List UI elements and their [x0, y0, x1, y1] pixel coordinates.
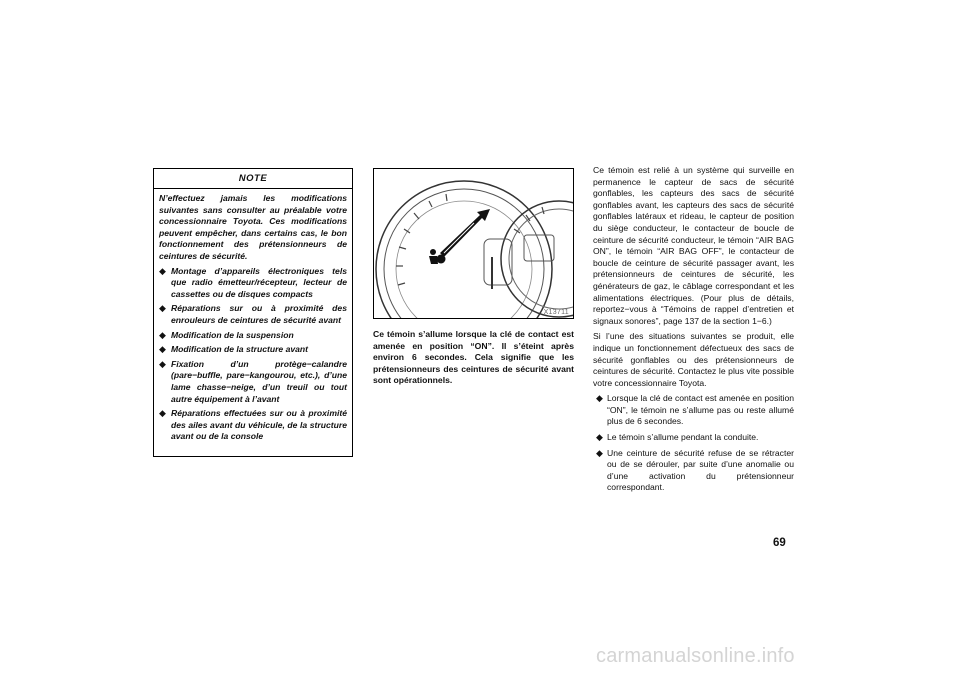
- diamond-bullet-icon: ◆: [596, 432, 603, 443]
- note-box: [153, 168, 353, 457]
- malfunction-list: [593, 393, 794, 494]
- note-item: ◆ Montage d’appareils électroniques tels que radio émetteur/récepteur, lecteur de cassettes ou de disques compacts: [159, 265, 347, 299]
- note-item: ◆ Modification de la structure avant: [159, 344, 309, 355]
- paragraph-system-description: Ce témoin est relié à un système qui surveille en permanence le capteur de sacs de sécurité gonflables, les capteurs des sacs de sécurité gonflables avant, les capteurs des sacs de sécurité gonflables latéraux et rideau, le capteur de position du siège conducteur, le contacteur de boucle de ceinture de sécurité conducteur, le témoin “AIR BAG ON”, le témoin “AIR BAG OFF”, le contacteur de boucle de ceinture de sécurité passager avant, les prétensionneurs de ceintures de sécurité, les générateurs de gaz, le câblage correspondant et les alimentations électriques. (Pour plus de détails, reportez−vous à “Témoins de rappel d’entretien et signaux sonores”, page 137 de la section 1−6.): [593, 165, 794, 326]
- diamond-bullet-icon: ◆: [596, 447, 603, 458]
- watermark: carmanualsonline.info: [596, 645, 795, 667]
- figure-caption: Ce témoin s’allume lorsque la clé de contact est amenée en position “ON”. Il s’éteint après environ 6 secondes. Cela signifie que les prétensionneurs des ceintures de sécurité avant sont opérationnels.: [373, 329, 574, 386]
- diamond-bullet-icon: ◆: [159, 303, 166, 314]
- note-title: NOTE: [154, 169, 352, 189]
- list-item: ◆ Une ceinture de sécurité refuse de se rétracter ou de se dérouler, par suite d’une anomalie ou d’une activation du prétensionneur correspondant.: [596, 447, 794, 493]
- instrument-cluster-figure: [373, 168, 574, 319]
- note-item: ◆ Modification de la suspension: [159, 329, 294, 340]
- diamond-bullet-icon: ◆: [159, 265, 166, 276]
- list-item: ◆ Lorsque la clé de contact est amenée en position “ON”, le témoin ne s’allume pas ou reste allumé plus de 6 secondes.: [596, 393, 794, 427]
- diamond-bullet-icon: ◆: [159, 408, 166, 419]
- note-list: [159, 266, 347, 443]
- list-item: ◆ Le témoin s’allume pendant la conduite.: [596, 432, 759, 443]
- diamond-bullet-icon: ◆: [596, 393, 603, 404]
- note-item: ◆ Réparations effectuées sur ou à proximité des ailes avant du véhicule, de la structure avant ou de la console: [159, 408, 347, 442]
- instrument-cluster-illustration: [374, 169, 573, 318]
- note-item: ◆ Réparations sur ou à proximité des enrouleurs de ceintures de sécurité avant: [159, 303, 347, 325]
- diamond-bullet-icon: ◆: [159, 344, 166, 355]
- paragraph-malfunction: Si l’une des situations suivantes se produit, elle indique un fonctionnement défectueux des sacs de sécurité gonflables ou des prétensionneurs de ceintures de sécurité. Contactez le plus vite possible votre concessionnaire Toyota.: [593, 331, 794, 388]
- diamond-bullet-icon: ◆: [159, 329, 166, 340]
- diamond-bullet-icon: ◆: [159, 358, 166, 369]
- note-body: [154, 189, 352, 443]
- note-item: ◆ Fixation d’un protège−calandre (pare−buffle, pare−kangourou, etc.), d’une lame chasse−neige, d’un treuil ou tout autre équipement à l’avant: [159, 358, 347, 404]
- page-number: 69: [773, 537, 786, 549]
- note-intro: N’effectuez jamais les modifications suivantes sans consulter au préalable votre concessionnaire Toyota. Ces modifications peuvent empêcher, dans certains cas, le bon fonctionnement des prétensionneurs de ceintures de sécurité.: [159, 193, 347, 261]
- right-column: [593, 165, 794, 498]
- figure-code: X13711: [543, 309, 569, 316]
